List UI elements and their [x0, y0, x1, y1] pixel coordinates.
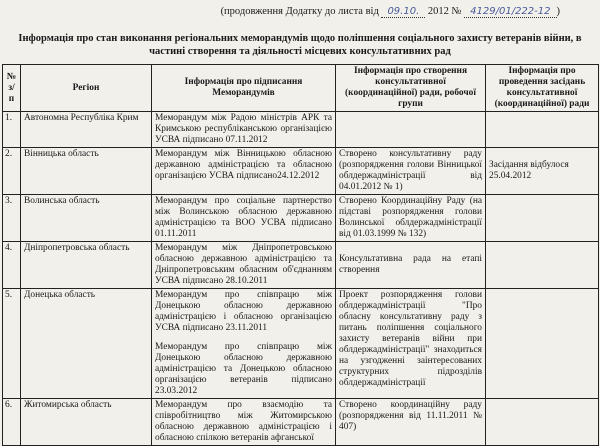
row-memo: Меморандум про соціальне партнерство між Волинською обласною державною адміністрацією та ВОО УСВА підписано 01.11.2011	[152, 195, 336, 242]
col-header-council: Інформація про створення консультативної (координаційної) ради, робочої групи	[336, 65, 486, 112]
row-num: 4.	[3, 242, 21, 289]
row-memo-group	[152, 289, 336, 399]
row-region: Дніпропетровська область	[21, 242, 152, 289]
letter-reference	[0, 6, 600, 18]
table-row	[3, 112, 599, 148]
table-row	[3, 195, 599, 242]
row-council: Створено координаційну раду (розпорядження від 11.11.2011 № 407)	[336, 399, 486, 446]
row-memo: Меморандум про співпрацю між Донецькою обласною державною адміністрацією і обласною організацією УСВА підписано 23.11.2011	[155, 290, 332, 333]
col-header-num: № з/п	[3, 65, 21, 112]
row-council: Створено Координаційну Раду (на підставі розпорядження голови Волинської облдержадміністрації від 01.03.1999 № 132)	[336, 195, 486, 242]
reference-suffix: )	[556, 6, 560, 17]
row-num: 6.	[3, 399, 21, 446]
row-council: Консультативна рада на етапі створення	[336, 242, 486, 289]
document-title: Інформація про стан виконання регіональних меморандумів щодо поліпшення соціального захисту ветеранів війни, в частині створення та діяльності місцевих консультативних рад	[18, 33, 582, 57]
row-memo: Меморандум між Дніпропетровською обласною державною адміністрацією та Дніпропетровським обласним об'єднанням УСВА підписано 28.10.2011	[152, 242, 336, 289]
row-num: 1.	[3, 112, 21, 148]
reference-year: 2012 №	[427, 6, 462, 17]
row-region: Донецька область	[21, 289, 152, 399]
row-region: Вінницька область	[21, 148, 152, 195]
table-row	[3, 399, 599, 446]
row-memo: Меморандум про взаємодію та співробітництво між Житомирською обласною державною адміністрацією і обласною спілкою ветеранів афганської	[152, 399, 336, 446]
row-num: 5.	[3, 289, 21, 399]
table-header-row	[3, 65, 599, 112]
row-num: 3.	[3, 195, 21, 242]
row-memo-second: Меморандум про співпрацю між Донецькою обласною державною адміністрацією та Донецькою обласною організацією ветеранів підписано 23.03.2012	[155, 342, 332, 396]
row-meetings	[486, 242, 599, 289]
row-meetings	[486, 195, 599, 242]
reference-prefix: (продовження Додатку до листа від	[220, 6, 379, 17]
row-meetings: Засідання відбулося 25.04.2012	[486, 148, 599, 195]
row-council	[336, 112, 486, 148]
col-header-meetings: Інформація про проведення засідань консультативної (координаційної) ради	[486, 65, 599, 112]
row-meetings	[486, 289, 599, 399]
row-memo: Меморандум між Радою міністрів АРК та Кримською республіканською організацією УСВА підписано 07.11.2012	[152, 112, 336, 148]
row-meetings	[486, 399, 599, 446]
handwritten-number: 4129/01/222-12	[464, 6, 556, 18]
row-council: Проект розпорядження голови облдержадміністрації "Про обласну консультативну раду з питань поліпшення соціального захисту ветеранів війни при облдержадміністрації" знаходиться на узгодженні заінтересованих структурних підрозділів облдержадміністрації	[336, 289, 486, 399]
table-row	[3, 242, 599, 289]
col-header-region: Регіон	[21, 65, 152, 112]
row-region: Житомирська область	[21, 399, 152, 446]
table-row	[3, 148, 599, 195]
memorandum-table	[2, 64, 599, 446]
row-num: 2.	[3, 148, 21, 195]
row-meetings	[486, 112, 599, 148]
row-memo: Меморандум між Вінницькою обласною державною адміністрацією та обласною організацією УСВА підписано24.12.2012	[152, 148, 336, 195]
table-row	[3, 289, 599, 399]
handwritten-date: 09.10.	[381, 6, 425, 18]
col-header-memo: Інформація про підписання Меморандумів	[152, 65, 336, 112]
row-council: Створено консультативну раду (розпорядження голови Вінницької облдержадміністрації від 04.01.2012 № 1)	[336, 148, 486, 195]
row-region: Автономна Республіка Крим	[21, 112, 152, 148]
row-region: Волинська область	[21, 195, 152, 242]
